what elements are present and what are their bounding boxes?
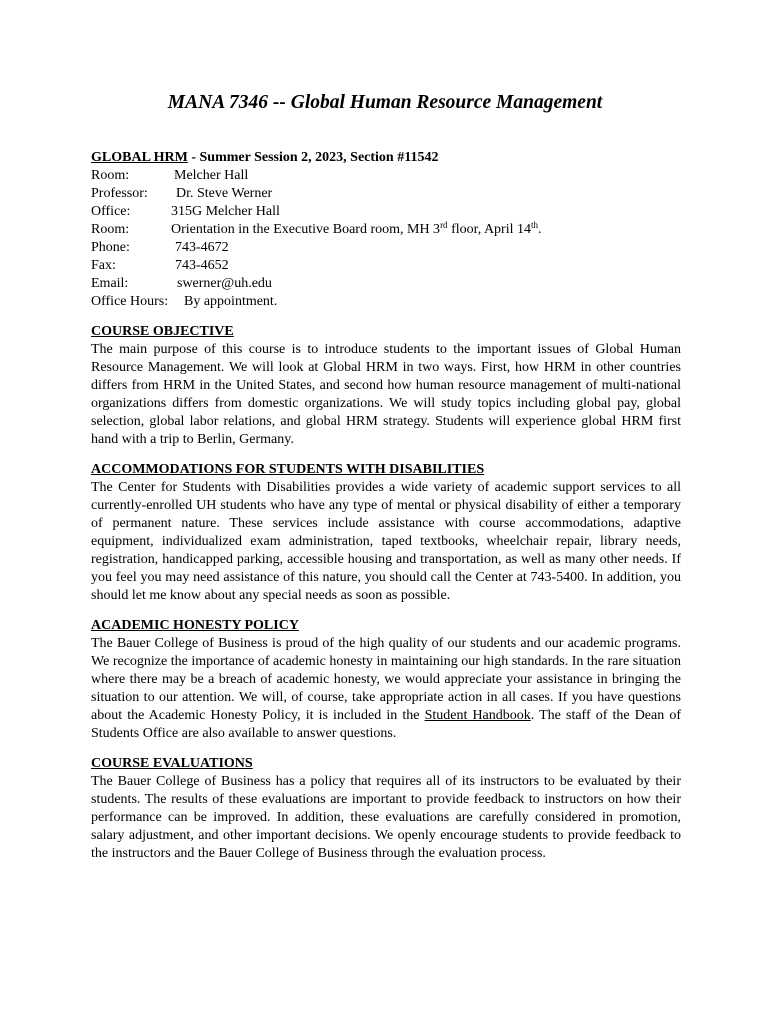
honesty-text-end: . The staff of the Dean of Students Office are also available to answer questions.	[91, 708, 682, 741]
course-label: GLOBAL HRM	[91, 150, 188, 165]
superscript-th: th	[531, 220, 539, 230]
info-row-orientation	[91, 221, 681, 239]
section-course-evaluations	[91, 755, 681, 863]
section-accommodations	[91, 461, 681, 605]
section-course-objective	[91, 323, 681, 449]
info-label: Fax:	[91, 258, 116, 273]
course-header	[91, 149, 681, 167]
info-label: Room:	[91, 222, 130, 237]
info-row-email	[91, 275, 681, 293]
info-row-room	[91, 167, 681, 185]
section-heading: COURSE EVALUATIONS	[91, 756, 253, 771]
info-row-professor	[91, 185, 681, 203]
info-row-office	[91, 203, 681, 221]
info-value: By appointment.	[184, 294, 278, 309]
info-value: 743-4652	[175, 258, 229, 273]
info-value: 743-4672	[175, 240, 229, 255]
info-label: Phone:	[91, 240, 130, 255]
info-row-fax	[91, 257, 681, 275]
info-value: Melcher Hall	[174, 168, 249, 183]
section-heading: ACCOMMODATIONS FOR STUDENTS WITH DISABILITIES	[91, 462, 485, 477]
info-label: Room:	[91, 168, 130, 183]
info-value	[171, 221, 542, 239]
info-value: 315G Melcher Hall	[171, 204, 280, 219]
section-heading: ACADEMIC HONESTY POLICY	[91, 618, 299, 633]
section-heading: COURSE OBJECTIVE	[91, 324, 234, 339]
section-academic-honesty	[91, 617, 681, 743]
info-row-phone	[91, 239, 681, 257]
info-label: Professor:	[91, 186, 148, 201]
info-label: Office:	[91, 204, 131, 219]
info-label: Office Hours:	[91, 294, 169, 309]
document-body	[91, 149, 681, 863]
superscript-rd: rd	[440, 220, 448, 230]
orientation-text: Orientation in the Executive Board room, MH 3	[171, 222, 441, 237]
orientation-end: .	[538, 222, 542, 237]
contact-info	[91, 167, 681, 311]
section-body	[91, 635, 681, 743]
info-row-office-hours	[91, 293, 681, 311]
info-label: Email:	[91, 276, 129, 291]
session-info: - Summer Session 2, 2023, Section #11542	[187, 150, 439, 165]
student-handbook-link[interactable]: Student Handbook	[424, 708, 531, 723]
section-body: The Center for Students with Disabilities provides a wide variety of academic support services to all currently-enrolled UH students who have any type of mental or physical disability of either a temporary of permanent nature. These services include assistance with course accommodations, adaptive equipment, individualized exam administration, taped textbooks, wheelchair repair, library needs, registration, handicapped parking, accessible housing and transportation, as well as many other needs. If you feel you may need assistance of this nature, you should call the Center at 743-5400. In addition, you should let me know about any special needs as soon as possible.	[91, 480, 681, 603]
info-value: Dr. Steve Werner	[176, 186, 273, 201]
section-body: The main purpose of this course is to introduce students to the important issues of Global Human Resource Management. We will look at Global HRM in two ways. First, how HRM in other countries differs from HRM in the United States, and second how human resource management of multi-national organizations differs from domestic organizations. We will study topics including global pay, global selection, global labor relations, and global HRM strategy. Students will experience global HRM first hand with a trip to Berlin, Germany.	[91, 342, 681, 447]
honesty-text: The Bauer College of Business is proud of the high quality of our students and our academic programs. We recognize the importance of academic honesty in maintaining our high standards. In the rare situation where there may be a breach of academic honesty, we would appreciate your assistance in bringing the situation to our attention. We will, of course, take appropriate action in all cases. If you have questions about the Academic Honesty Policy, it is included in the	[91, 636, 681, 723]
info-value: swerner@uh.edu	[177, 276, 272, 291]
section-body: The Bauer College of Business has a policy that requires all of its instructors to be evaluated by their students. The results of these evaluations are important to provide feedback to instructors on how their performance can be improved. In addition, these evaluations are carefully considered in promotion, salary adjustment, and other important decisions. We openly encourage students to provide feedback to the instructors and the Bauer College of Business through the evaluation process.	[91, 774, 681, 861]
orientation-date: floor, April 14	[447, 222, 531, 237]
page-title: MANA 7346 -- Global Human Resource Management	[167, 92, 603, 113]
